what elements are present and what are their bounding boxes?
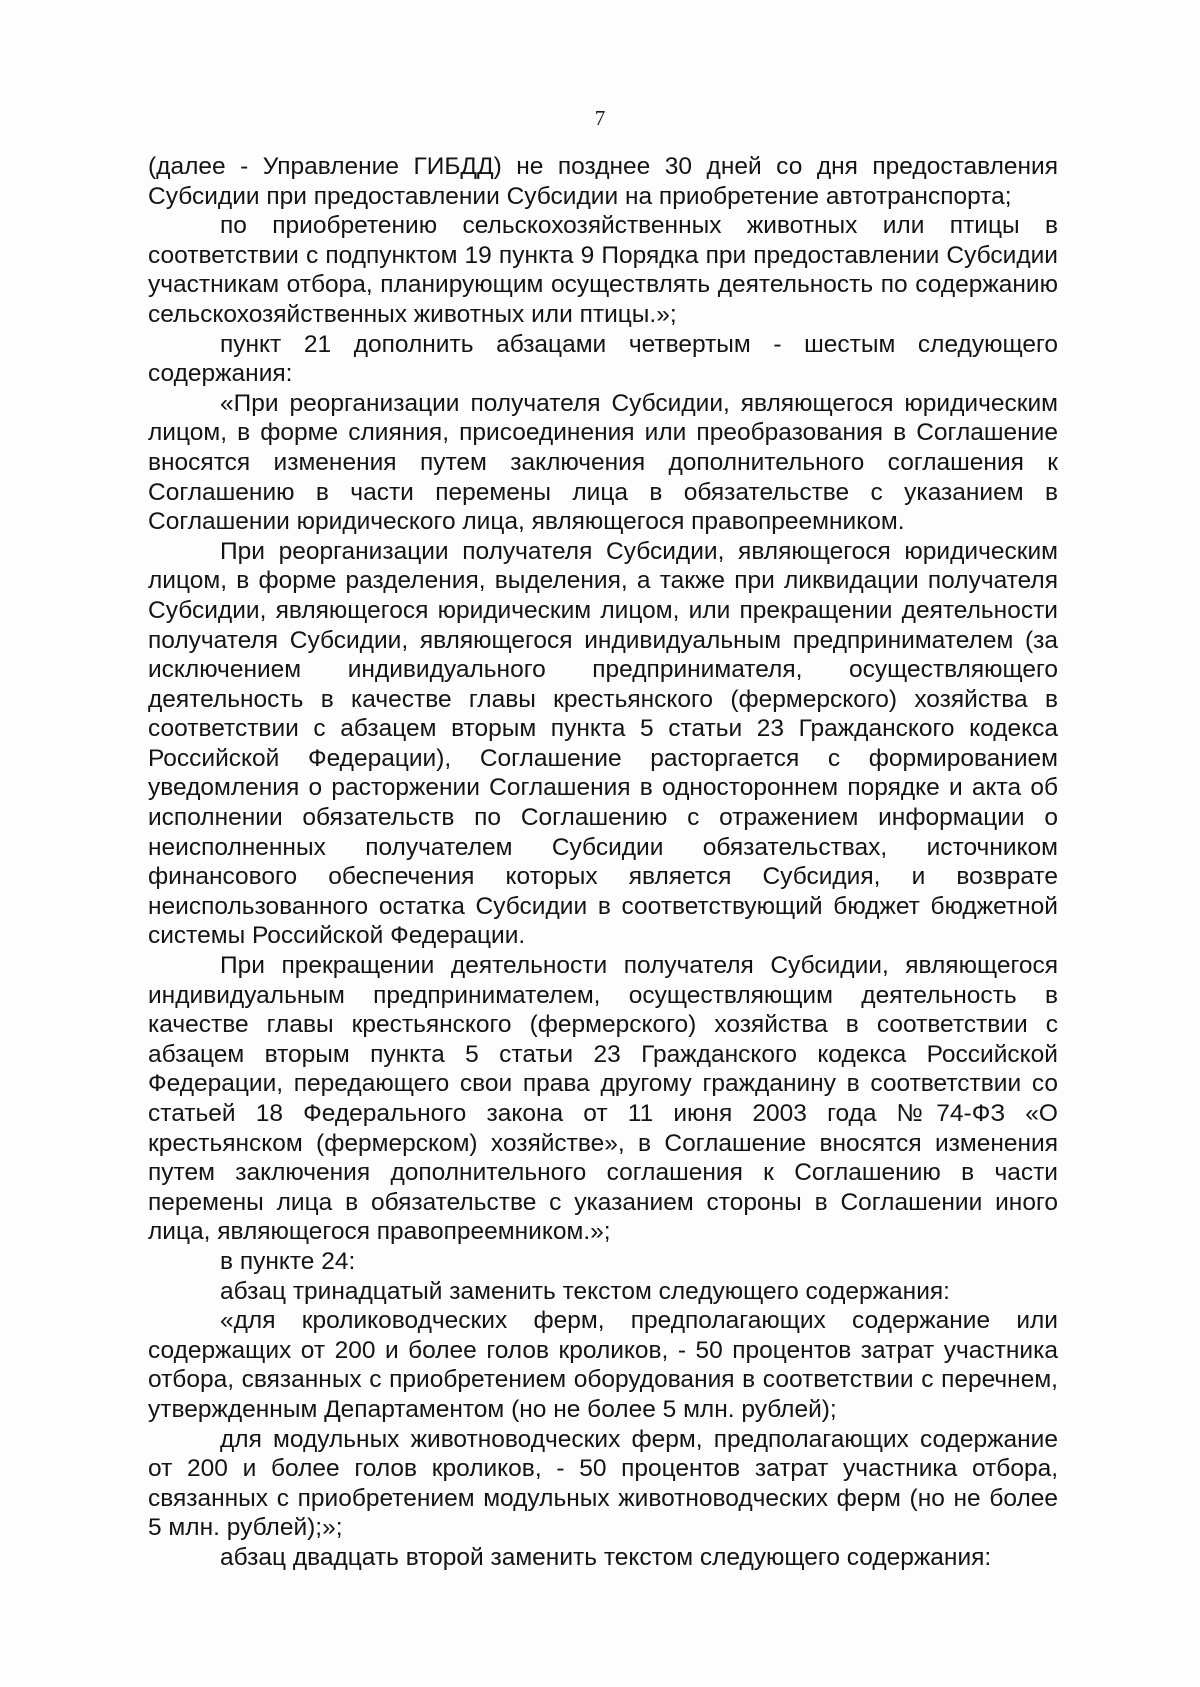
page-number: 7 bbox=[594, 106, 606, 130]
paragraph-7: в пункте 24: bbox=[220, 1247, 356, 1275]
paragraph-3: пункт 21 дополнить абзацами четвертым - шестым следующего содержания: bbox=[148, 330, 1058, 388]
document-body bbox=[148, 152, 1058, 1573]
paragraph-9: «для кролиководческих ферм, предполагающих содержание или содержащих от 200 и более голов кроликов, - 50 процентов затрат участника отбора, связанных с приобретением оборудования в соответствии с перечнем, утвержденным Департаментом (но не более 5 млн. рублей); bbox=[148, 1307, 1058, 1423]
paragraph-6: При прекращении деятельности получателя Субсидии, являющегося индивидуальным предпринимателем, осуществляющим деятельность в качестве главы крестьянского (фермерского) хозяйства в соответствии с абзацем вторым пункта 5 статьи 23 Гражданского кодекса Российской Федерации, передающего свои права другому гражданину в соответствии со статьей 18 Федерального закона от 11 июня 2003 года №74-ФЗ «О крестьянском (фермерском) хозяйстве», в Соглашение вносятся изменения путем заключения дополнительного соглашения к Соглашению в части перемены лица в обязательстве с указанием стороны в Соглашении иного лица, являющегося правопреемником.»; bbox=[148, 952, 1058, 1246]
paragraph-8: абзац тринадцатый заменить текстом следующего содержания: bbox=[220, 1277, 950, 1305]
paragraph-1: (далее - Управление ГИБДД) не позднее 30 дней со дня предоставления Субсидии при предоставлении Субсидии на приобретение автотранспорта; bbox=[148, 153, 1058, 210]
paragraph-2: по приобретению сельскохозяйственных животных или птицы в соответствии с подпунктом 19 пункта 9 Порядка при предоставлении Субсидии участникам отбора, планирующим осуществлять деятельность по содержанию сельскохозяйственных животных или птицы.»; bbox=[148, 212, 1058, 328]
paragraph-4: «При реорганизации получателя Субсидии, являющегося юридическим лицом, в форме слияния, присоединения или преобразования в Соглашение вносятся изменения путем заключения дополнительного соглашения к Соглашению в части перемены лица в обязательстве с указанием в Соглашении юридического лица, являющегося правопреемником. bbox=[148, 389, 1058, 536]
paragraph-10: для модульных животноводческих ферм, предполагающих содержание от 200 и более голов кроликов, - 50 процентов затрат участника отбора, связанных с приобретением модульных животноводческих ферм (но не более 5 млн. рублей);»; bbox=[148, 1425, 1058, 1542]
paragraph-5: При реорганизации получателя Субсидии, являющегося юридическим лицом, в форме разделения, выделения, а также при ликвидации получателя Субсидии, являющегося юридическим лицом, или прекращении деятельности получателя Субсидии, являющегося индивидуальным предпринимателем (за исключением индивидуального предпринимателя, осуществляющего деятельность в качестве главы крестьянского (фермерского) хозяйства в соответствии с абзацем вторым пункта 5 статьи 23 Гражданского кодекса Российской Федерации), Соглашение расторгается с формированием уведомления о расторжении Соглашения в одностороннем порядке и акта об исполнении обязательств по Соглашению с отражением информации о неисполненных получателем Субсидии обязательствах, источником финансового обеспечения которых является Субсидия, и возврате неиспользованного остатка Субсидии в соответствующий бюджет бюджетной системы Российской Федерации. bbox=[148, 537, 1058, 950]
paragraph-11: абзац двадцать второй заменить текстом следующего содержания: bbox=[220, 1543, 992, 1571]
